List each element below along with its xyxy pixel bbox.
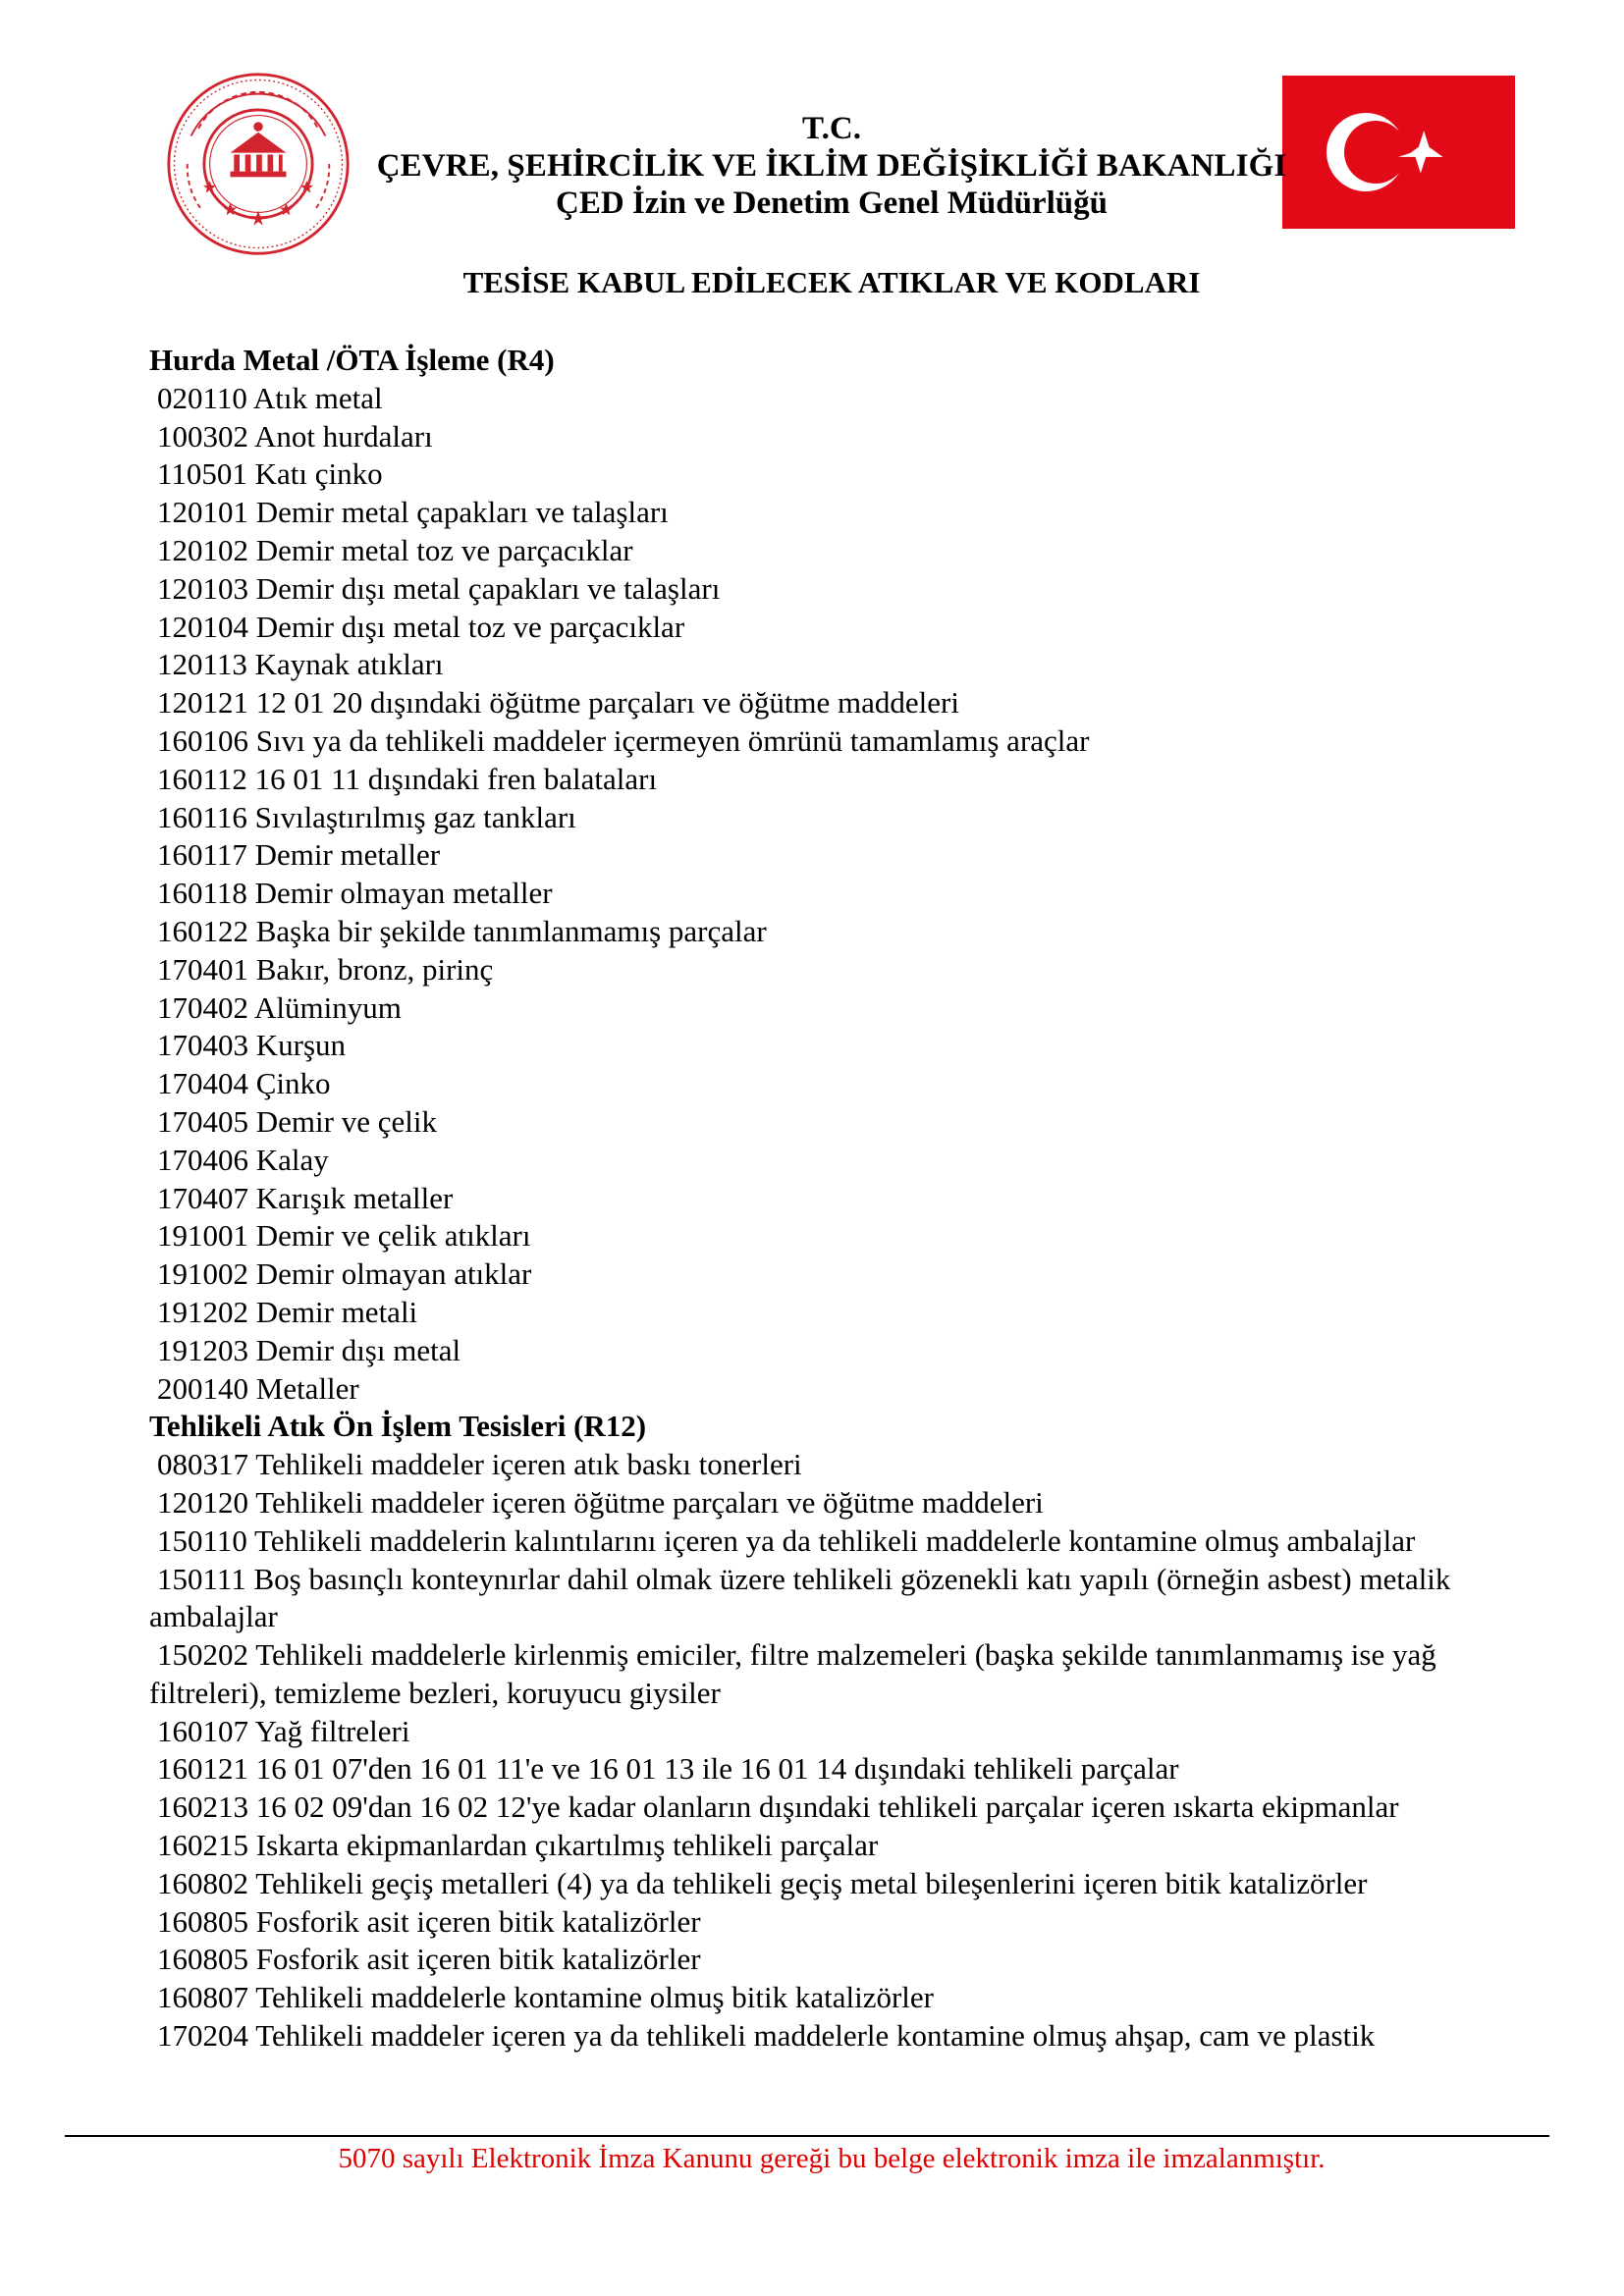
list-item: 120104 Demir dışı metal toz ve parçacıklar xyxy=(157,609,685,644)
list-item: 120101 Demir metal çapakları ve talaşları xyxy=(157,495,669,530)
list-item: 160802 Tehlikeli geçiş metalleri (4) ya da tehlikeli geçiş metal bileşenlerini içeren bitik katalizörler xyxy=(157,1865,1368,1900)
list-item: 150202 Tehlikeli maddelerle kirlenmiş emiciler, filtre malzemeleri (başka şekilde tanımlanmamış ise yağ filtreleri), temizleme bezleri, koruyucu giysiler xyxy=(149,1637,1436,1710)
list-item: 160213 16 02 09'dan 16 02 12'ye kadar olanların dışındaki tehlikeli parçalar içeren ıskarta ekipmanlar xyxy=(157,1789,1399,1825)
list-item: 110501 Katı çinko xyxy=(157,456,383,492)
header-directorate: ÇED İzin ve Denetim Genel Müdürlüğü xyxy=(556,186,1108,221)
list-item: 200140 Metaller xyxy=(157,1370,359,1406)
list-item: 100302 Anot hurdaları xyxy=(157,418,433,454)
document-header xyxy=(0,110,1624,222)
list-item: 170204 Tehlikeli maddeler içeren ya da tehlikeli maddelerle kontamine olmuş ahşap, cam ve plastik xyxy=(157,2018,1376,2054)
list-item: 191001 Demir ve çelik atıkları xyxy=(157,1218,531,1254)
list-item: 170407 Karışık metaller xyxy=(157,1180,454,1215)
list-item: 120120 Tehlikeli maddeler içeren öğütme parçaları ve öğütme maddeleri xyxy=(157,1484,1044,1520)
list-item: 080317 Tehlikeli maddeler içeren atık baskı tonerleri xyxy=(157,1447,802,1482)
list-item: 170402 Alüminyum xyxy=(157,989,402,1025)
list-item: 160118 Demir olmayan metaller xyxy=(157,876,553,911)
list-item: 160116 Sıvılaştırılmış gaz tankları xyxy=(157,799,576,834)
list-item: 150110 Tehlikeli maddelerin kalıntılarını içeren ya da tehlikeli maddelerle kontamine olmuş ambalajlar xyxy=(157,1522,1416,1558)
list-item: 170406 Kalay xyxy=(157,1142,329,1177)
header-ministry: ÇEVRE, ŞEHİRCİLİK VE İKLİM DEĞİŞİKLİĞİ BAKANLIĞI xyxy=(376,148,1287,184)
list-item: 160122 Başka bir şekilde tanımlanmamış parçalar xyxy=(157,913,767,948)
section-heading: Hurda Metal /ÖTA İşleme (R4) xyxy=(149,343,555,377)
section-heading: Tehlikeli Atık Ön İşlem Tesisleri (R12) xyxy=(149,1409,647,1444)
list-item: 191202 Demir metali xyxy=(157,1294,418,1329)
e-signature-note: 5070 sayılı Elektronik İmza Kanunu gereği bu belge elektronik imza ile imzalanmıştır. xyxy=(338,2143,1326,2174)
list-item: 160107 Yağ filtreleri xyxy=(157,1713,410,1748)
list-item: 170401 Bakır, bronz, pirinç xyxy=(157,951,494,987)
list-item: 170405 Demir ve çelik xyxy=(157,1103,437,1139)
list-item: 160805 Fosforik asit içeren bitik katalizörler xyxy=(157,1942,701,1977)
list-item: 160121 16 01 07'den 16 01 11'e ve 16 01 13 ile 16 01 14 dışındaki tehlikeli parçalar xyxy=(157,1751,1179,1787)
list-item: 160112 16 01 11 dışındaki fren balataları xyxy=(157,761,658,796)
list-item: 120113 Kaynak atıkları xyxy=(157,647,444,682)
list-item: 160805 Fosforik asit içeren bitik katalizörler xyxy=(157,1903,701,1939)
list-item: 160117 Demir metaller xyxy=(157,837,441,873)
header-tc: T.C. xyxy=(802,111,861,146)
list-item: 120103 Demir dışı metal çapakları ve talaşları xyxy=(157,570,721,606)
waste-code-list xyxy=(149,342,1524,2056)
list-item: 160807 Tehlikeli maddelerle kontamine olmuş bitik katalizörler xyxy=(157,1980,934,2015)
list-item: 120121 12 01 20 dışındaki öğütme parçaları ve öğütme maddeleri xyxy=(157,685,959,721)
document-title: TESİSE KABUL EDİLECEK ATIKLAR VE KODLARI xyxy=(462,265,1201,299)
list-item: 170404 Çinko xyxy=(157,1066,331,1101)
footer-divider xyxy=(65,2135,1549,2137)
list-item: 120102 Demir metal toz ve parçacıklar xyxy=(157,532,633,567)
list-item: 191002 Demir olmayan atıklar xyxy=(157,1256,532,1292)
list-item: 150111 Boş basınçlı konteynırlar dahil olmak üzere tehlikeli gözenekli katı yapılı (örneğin asbest) metalik ambalajlar xyxy=(149,1561,1451,1634)
list-item: 160106 Sıvı ya da tehlikeli maddeler içermeyen ömrünü tamamlamış araçlar xyxy=(157,722,1090,758)
list-item: 170403 Kurşun xyxy=(157,1028,347,1063)
list-item: 191203 Demir dışı metal xyxy=(157,1332,461,1367)
list-item: 020110 Atık metal xyxy=(157,380,383,415)
list-item: 160215 Iskarta ekipmanlardan çıkartılmış tehlikeli parçalar xyxy=(157,1828,879,1863)
